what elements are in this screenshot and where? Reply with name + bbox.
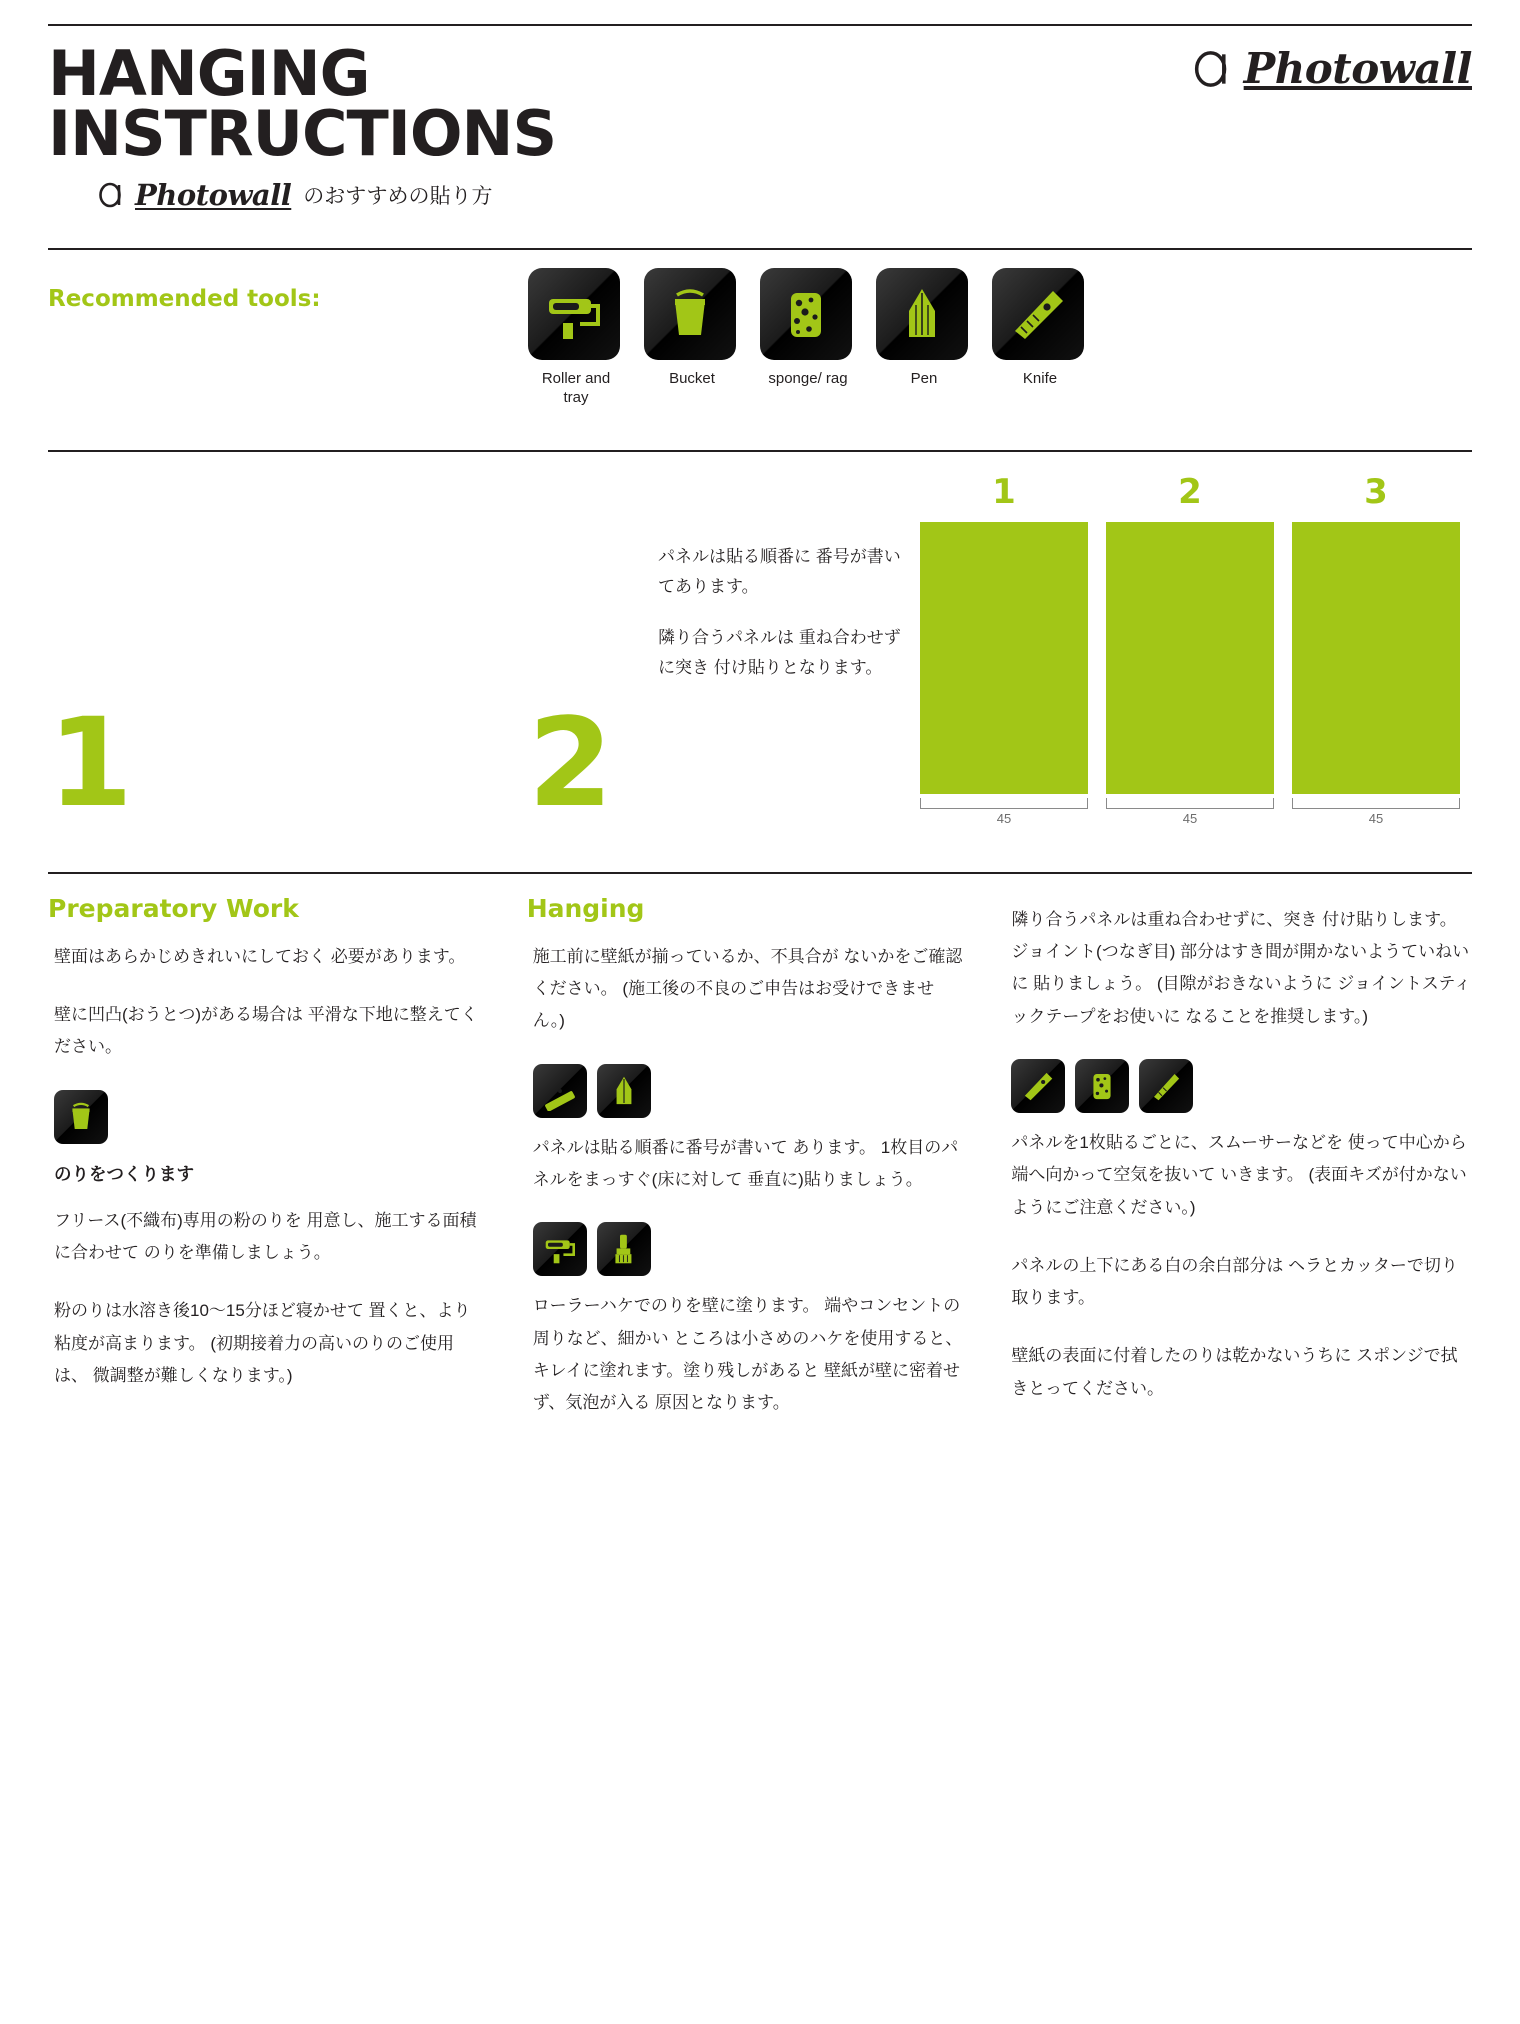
measurement-value: 45	[1368, 810, 1384, 826]
title-block	[48, 37, 557, 213]
col1-paragraph-2: 壁に凹凸(おうとつ)がある場合は 平滑な下地に整えてください。	[54, 1005, 478, 1057]
panel-note-2: 隣り合うパネルは 重ね合わせずに突き 付け貼りとなります。	[658, 628, 901, 677]
col1-paragraph-3: フリース(不織布)専用の粉のりを 用意し、施工する面積に合わせて のりを準備しましょう。	[54, 1210, 477, 1263]
roller-icon	[528, 268, 620, 360]
col3-paragraph-1: 隣り合うパネルは重ね合わせずに、突き 付け貼りします。ジョイント(つなぎ目) 部分はすき間が開かないようていねいに 貼りましょう。 (目隙がおきないように ジョイントスティックテープをお使いに なることを推奨します。)	[1011, 909, 1471, 1026]
col1-icon-row	[54, 1090, 487, 1144]
tools-row	[528, 268, 1088, 408]
title-line-2: INSTRUCTIONS	[48, 97, 557, 171]
measurement-brace	[920, 798, 1088, 809]
measurement	[1106, 798, 1274, 826]
panel-row	[920, 522, 1460, 794]
photowall-logo-small	[98, 178, 291, 212]
col3-icon-row	[1011, 1059, 1472, 1113]
panel-diagram	[920, 472, 1460, 826]
recommended-tools-section	[48, 248, 1472, 408]
tool-caption: Knife	[1022, 370, 1058, 388]
header	[48, 26, 1472, 212]
panel-number: 2	[1178, 471, 1202, 512]
brush-icon	[597, 1222, 651, 1276]
col1-lead: のりをつくります	[54, 1163, 194, 1184]
subtitle-text: のおすすめの貼り方	[303, 185, 493, 209]
measurement-row	[920, 798, 1460, 826]
bucket-icon	[644, 268, 736, 360]
panel	[1292, 522, 1460, 794]
page-title	[48, 37, 557, 171]
col1-heading: Preparatory Work	[48, 893, 299, 923]
columns	[48, 874, 1472, 1420]
col2-body	[527, 941, 966, 1420]
panel-note	[658, 542, 908, 683]
sponge-icon	[760, 268, 852, 360]
photowall-wordmark: Photowall	[135, 178, 292, 213]
smoother-icon	[1139, 1059, 1193, 1113]
tool-caption: sponge/ rag	[768, 370, 848, 388]
col2-heading: Hanging	[526, 893, 645, 923]
photowall-mark-icon-large	[1193, 47, 1237, 91]
col3-paragraph-3: パネルの上下にある白の余白部分は ヘラとカッターで切り取ります。	[1011, 1255, 1458, 1308]
photowall-wordmark-large: Photowall	[1243, 44, 1472, 93]
step-number-1: 1	[48, 691, 133, 834]
tool-pen	[876, 268, 972, 408]
diagram-area	[48, 452, 1472, 872]
sponge-icon	[1075, 1059, 1129, 1113]
panel-number: 3	[1364, 471, 1388, 512]
pen-icon	[597, 1064, 651, 1118]
col2-paragraph-1: 施工前に壁紙が揃っているか、不具合が ないかをご確認ください。 (施工後の不良のご申告はお受けできません。)	[532, 946, 963, 1031]
col1-body	[48, 941, 487, 1393]
tool-caption: Bucket	[669, 370, 715, 388]
knife-icon	[1011, 1059, 1065, 1113]
tool-bucket	[644, 268, 740, 408]
measurement-value: 45	[996, 810, 1012, 826]
photowall-logo	[1193, 44, 1472, 93]
roller-icon	[533, 1222, 587, 1276]
measurement	[920, 798, 1088, 826]
measurement-brace	[1106, 798, 1274, 809]
col1-paragraph-1: 壁面はあらかじめきれいにしておく 必要があります。	[54, 946, 466, 966]
panel-note-1: パネルは貼る順番に 番号が書いてあります。	[658, 546, 901, 596]
recommended-tools-label: Recommended tools:	[48, 286, 321, 313]
instruction-sheet	[0, 24, 1520, 2024]
pen-icon	[876, 268, 968, 360]
panel	[920, 522, 1088, 794]
measurement-brace	[1292, 798, 1460, 809]
title-line-1: HANGING	[48, 37, 370, 110]
level-icon	[533, 1064, 587, 1118]
knife-icon	[992, 268, 1084, 360]
col2-icon-row-1	[533, 1064, 966, 1118]
tool-caption: Pen	[910, 370, 938, 388]
col3-paragraph-2: パネルを1枚貼るごとに、スムーサーなどを 使って中心から端へ向かって空気を抜いて いきます。 (表面キズが付かないようにご注意ください。)	[1011, 1132, 1467, 1217]
tool-caption: Roller and tray	[541, 370, 611, 406]
measurement-value: 45	[1182, 810, 1198, 826]
panel	[1106, 522, 1274, 794]
column-preparatory-work	[48, 894, 487, 1420]
measurement	[1292, 798, 1460, 826]
photowall-mark-icon	[98, 180, 128, 210]
panel-number-row	[920, 472, 1460, 512]
tool-sponge	[760, 268, 856, 408]
col3-paragraph-4: 壁紙の表面に付着したのりは乾かないうちに スポンジで拭きとってください。	[1011, 1346, 1458, 1398]
column-joints	[1005, 894, 1472, 1420]
panel-number: 1	[992, 471, 1016, 512]
tool-knife	[992, 268, 1088, 408]
bucket-icon	[54, 1090, 108, 1144]
col1-paragraph-4: 粉のりは水溶き後10〜15分ほど寝かせて 置くと、より粘度が高まります。 (初期接着力の高いのりのご使用は、 微調整が難しくなります。)	[54, 1301, 471, 1386]
subtitle-row	[48, 178, 556, 212]
column-hanging	[527, 894, 966, 1420]
step-number-2: 2	[528, 691, 613, 834]
col3-body	[1005, 904, 1472, 1405]
col2-icon-row-2	[533, 1222, 966, 1276]
col2-paragraph-3: ローラーハケでのりを壁に塗ります。 端やコンセントの周りなど、細かい ところは小さめのハケを使用すると、 キレイに塗れます。塗り残しがあると 壁紙が壁に密着せず、気泡が入る 原因となります。	[532, 1296, 963, 1413]
col2-paragraph-2: パネルは貼る順番に番号が書いて あります。 1枚目のパネルをまっすぐ(床に対して 垂直に)貼りましょう。	[532, 1137, 959, 1189]
tool-roller	[528, 268, 624, 408]
